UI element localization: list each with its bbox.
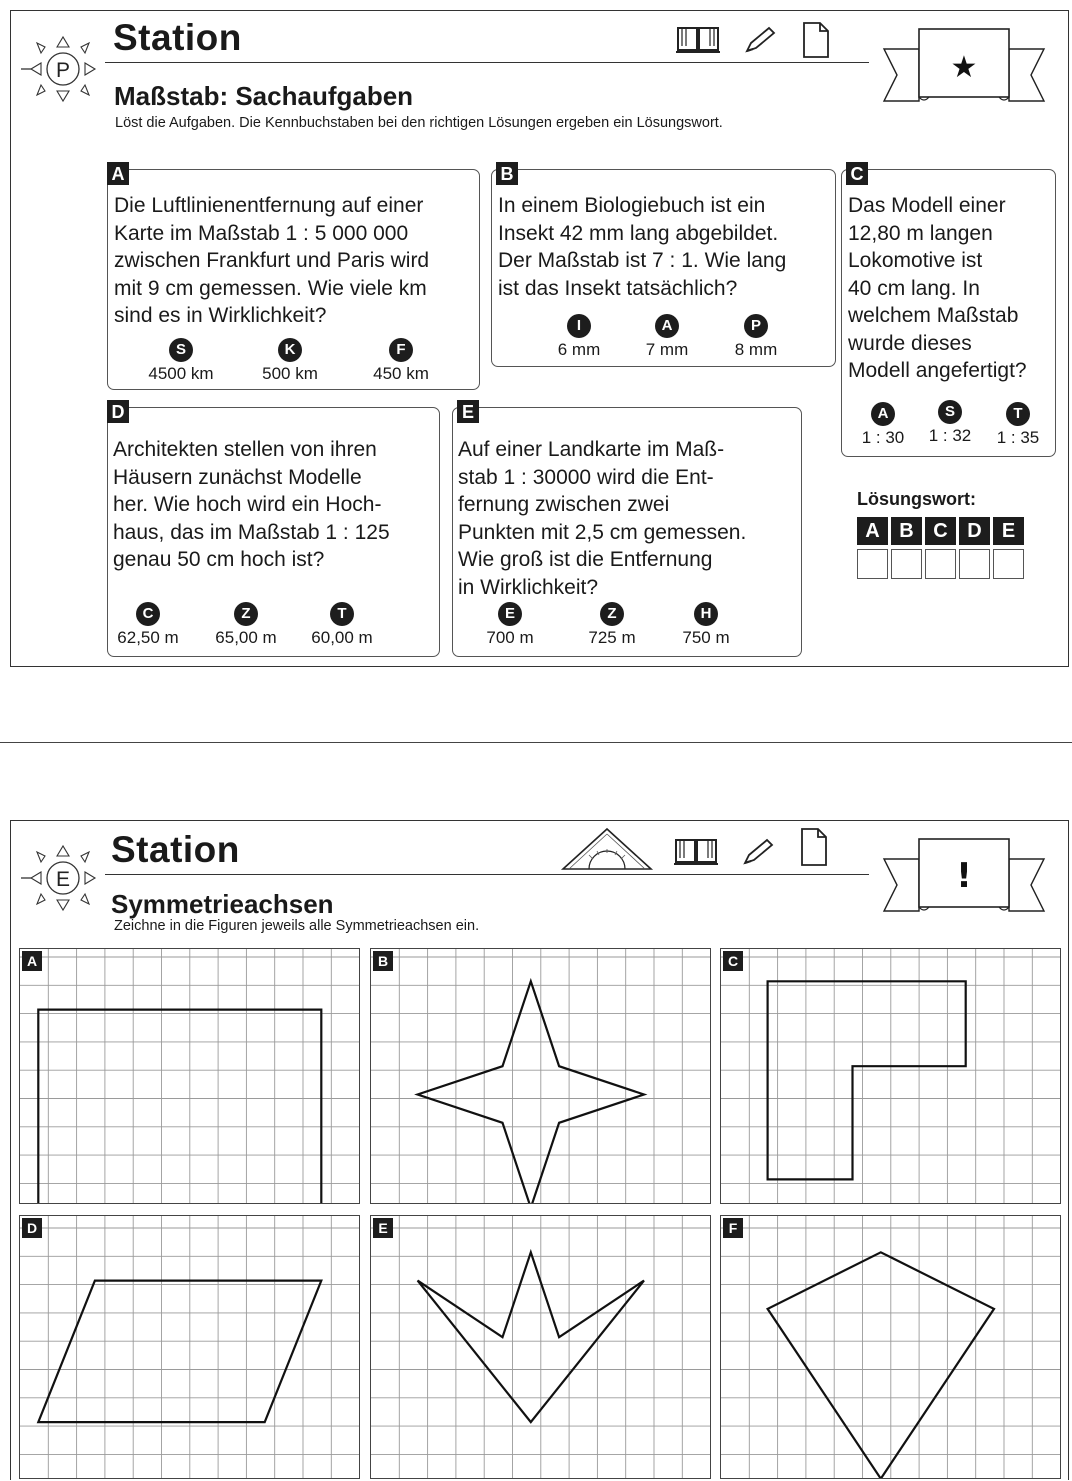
solution-letter: B: [891, 517, 922, 545]
worksheet-scale-word-problems: [10, 10, 1069, 667]
header-rule: [105, 874, 869, 875]
book-icon: [673, 835, 719, 867]
solution-letter: E: [993, 517, 1024, 545]
instruction-text: Löst die Aufgaben. Die Kennbuchstaben bei den richtigen Lösungen ergeben ein Lösungswort.: [115, 115, 723, 131]
figure-panel-d[interactable]: [19, 1215, 360, 1479]
task-text: Auf einer Landkarte im Maß- stab 1 : 30000 wird die Ent- fernung zwischen zwei Punkten mit 2,5 cm gemessen. Wie groß ist die Entfernung in Wirklichkeit?: [458, 438, 747, 599]
figure-panel-e[interactable]: [370, 1215, 711, 1479]
task-tag: D: [107, 400, 129, 423]
task-tag: C: [846, 162, 868, 185]
task-card-e: [452, 402, 802, 657]
ribbon-banner: [879, 19, 1049, 103]
figure-tag: F: [723, 1218, 743, 1238]
task-text: Die Luftlinienentfernung auf einer Karte im Maßstab 1 : 5 000 000 zwischen Frankfurt und Paris wird mit 9 cm gemessen. Wie viele km sind es in Wirklichkeit?: [114, 194, 430, 327]
pencil-icon: [741, 837, 775, 867]
answer-option[interactable]: E 700 m: [465, 602, 555, 648]
task-tag: B: [496, 162, 518, 185]
figure-parallelogram: [38, 1281, 321, 1423]
answer-option[interactable]: C 62,50 m: [103, 602, 193, 648]
solution-letter: D: [959, 517, 990, 545]
grid-parallelogram: [20, 1216, 359, 1478]
task-card-c: [841, 164, 1056, 457]
grid-arrow-star: [371, 1216, 710, 1478]
pencil-icon: [743, 25, 777, 55]
task-card-d: [107, 402, 440, 657]
answer-option[interactable]: T 60,00 m: [297, 602, 387, 648]
answer-option[interactable]: T 1 : 35: [974, 402, 1062, 448]
figure-tag: C: [723, 951, 743, 971]
answer-option[interactable]: H 750 m: [661, 602, 751, 648]
solution-box[interactable]: [993, 549, 1024, 579]
star-icon: ★: [950, 50, 978, 85]
figure-tag: D: [22, 1218, 42, 1238]
worksheet-symmetry-axes: [10, 820, 1069, 1480]
document-icon: [801, 21, 831, 59]
figure-tag: A: [22, 951, 42, 971]
figure-arrow-star: [418, 1252, 644, 1422]
solution-box[interactable]: [925, 549, 956, 579]
task-tag: E: [457, 400, 479, 423]
solution-word-title: Lösungswort:: [857, 489, 976, 509]
set-square-icon: [559, 825, 655, 873]
section-title: Symmetrieachsen: [111, 889, 334, 919]
exclamation-icon: !: [956, 856, 972, 896]
badge-letter: P: [55, 59, 71, 82]
solution-box[interactable]: [959, 549, 990, 579]
document-icon: [799, 827, 829, 867]
answer-option[interactable]: I 6 mm: [534, 314, 624, 360]
answer-option[interactable]: P 8 mm: [711, 314, 801, 360]
answer-option[interactable]: K 500 km: [245, 338, 335, 384]
task-text: In einem Biologiebuch ist ein Insekt 42 mm lang abgebildet. Der Maßstab ist 7 : 1. Wie lang ist das Insekt tatsächlich?: [498, 194, 787, 300]
answer-option[interactable]: Z 65,00 m: [201, 602, 291, 648]
task-text: Das Modell einer 12,80 m langen Lokomotive ist 40 cm lang. In welchem Maßstab wurde dieses Modell angefertigt?: [848, 194, 1027, 382]
grid-four-pointed-star: [371, 949, 710, 1203]
figure-tag: E: [373, 1218, 393, 1238]
figure-kite: [768, 1252, 994, 1478]
ribbon-banner: [879, 829, 1049, 913]
figure-panel-b[interactable]: [370, 948, 711, 1204]
figure-tag: B: [373, 951, 393, 971]
section-title: Maßstab: Sachaufgaben: [114, 81, 414, 111]
cut-line: [0, 742, 1072, 743]
answer-option[interactable]: F 450 km: [356, 338, 446, 384]
figure-panel-a[interactable]: [19, 948, 360, 1204]
task-card-a: [107, 164, 480, 390]
sun-badge-icon: [21, 27, 105, 111]
answer-option[interactable]: S 4500 km: [136, 338, 226, 384]
grid-l-shape: [721, 949, 1060, 1203]
figure-rectangle: [38, 1010, 321, 1203]
answer-option[interactable]: Z 725 m: [567, 602, 657, 648]
task-card-b: [491, 164, 836, 367]
instruction-text: Zeichne in die Figuren jeweils alle Symmetrieachsen ein.: [114, 918, 480, 934]
figure-panel-f[interactable]: [720, 1215, 1061, 1479]
task-text: Architekten stellen von ihren Häusern zunächst Modelle her. Wie hoch wird ein Hoch- haus, das im Maßstab 1 : 125 genau 50 cm hoch ist?: [113, 438, 390, 571]
figure-panel-c[interactable]: [720, 948, 1061, 1204]
solution-letter: A: [857, 517, 888, 545]
answer-option[interactable]: A 7 mm: [622, 314, 712, 360]
answer-option[interactable]: A 1 : 30: [839, 402, 927, 448]
grid-rectangle: [20, 949, 359, 1203]
station-title: Station: [111, 829, 240, 870]
book-icon: [675, 23, 721, 55]
solution-box[interactable]: [857, 549, 888, 579]
answer-option[interactable]: S 1 : 32: [906, 400, 994, 446]
grid-kite: [721, 1216, 1060, 1478]
sun-badge-icon: [21, 836, 105, 920]
solution-letter: C: [925, 517, 956, 545]
badge-letter: E: [55, 868, 71, 891]
figure-four-pointed-star: [418, 981, 644, 1203]
task-tag: A: [107, 162, 129, 185]
solution-box[interactable]: [891, 549, 922, 579]
header-rule: [105, 62, 869, 63]
figure-l-shape: [768, 981, 966, 1179]
station-title: Station: [113, 17, 242, 58]
